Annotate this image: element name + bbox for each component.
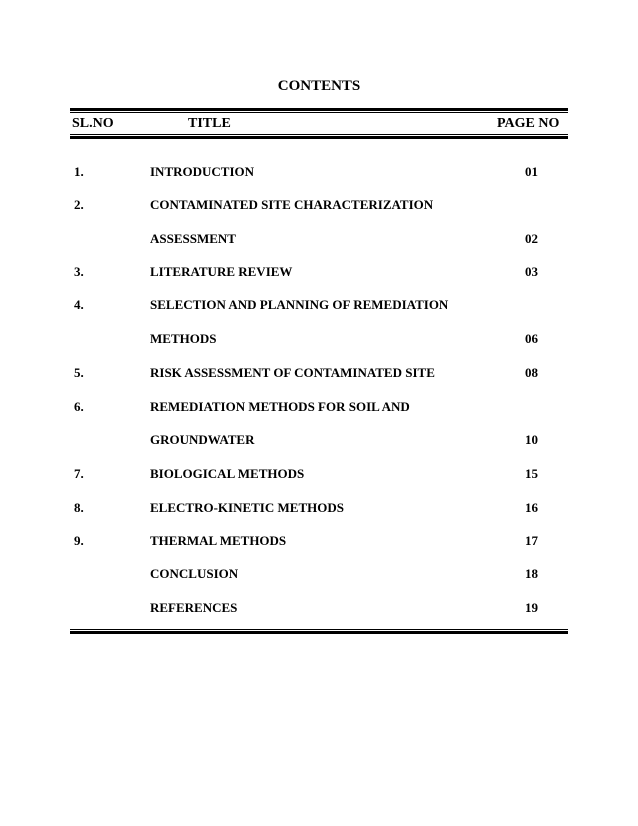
row-page: 16	[525, 500, 538, 515]
header-page-no: PAGE NO	[497, 116, 560, 131]
toc-row	[0, 264, 638, 282]
row-title: METHODS	[150, 331, 217, 346]
row-sl: 3.	[74, 264, 84, 279]
row-title: RISK ASSESSMENT OF CONTAMINATED SITE	[150, 365, 435, 380]
row-sl: 4.	[74, 297, 84, 312]
row-title: ELECTRO-KINETIC METHODS	[150, 500, 344, 515]
header-title: TITLE	[188, 116, 231, 131]
toc-row	[0, 533, 638, 551]
toc-row	[0, 432, 638, 450]
toc-row	[0, 331, 638, 349]
toc-row	[0, 500, 638, 518]
row-sl: 2.	[74, 197, 84, 212]
toc-row	[0, 466, 638, 484]
row-sl: 7.	[74, 466, 84, 481]
row-title: INTRODUCTION	[150, 164, 255, 179]
row-page: 18	[525, 566, 538, 581]
row-page: 06	[525, 331, 538, 346]
row-page: 15	[525, 466, 538, 481]
bottom-rule-thick	[70, 631, 568, 634]
row-page: 10	[525, 432, 538, 447]
row-title: REMEDIATION METHODS FOR SOIL AND	[150, 399, 410, 414]
toc-row	[0, 365, 638, 383]
row-sl: 6.	[74, 399, 84, 414]
header-rule-thick	[70, 136, 568, 139]
row-sl: 1.	[74, 164, 84, 179]
row-page: 01	[525, 164, 538, 179]
row-title: SELECTION AND PLANNING OF REMEDIATION	[150, 297, 449, 312]
toc-row	[0, 231, 638, 249]
toc-row	[0, 297, 638, 315]
header-rule-thin	[70, 134, 568, 135]
page-title: CONTENTS	[277, 78, 361, 94]
row-page: 17	[525, 533, 538, 548]
row-title: LITERATURE REVIEW	[150, 264, 293, 279]
toc-row	[0, 600, 638, 618]
row-sl: 8.	[74, 500, 84, 515]
top-rule-thin	[70, 112, 568, 113]
row-title: REFERENCES	[150, 600, 238, 615]
row-title: GROUNDWATER	[150, 432, 255, 447]
row-sl: 9.	[74, 533, 84, 548]
toc-row	[0, 399, 638, 417]
row-title: CONCLUSION	[150, 566, 239, 581]
row-page: 19	[525, 600, 538, 615]
row-title: CONTAMINATED SITE CHARACTERIZATION	[150, 197, 434, 212]
toc-row	[0, 197, 638, 215]
row-page: 08	[525, 365, 538, 380]
toc-row	[0, 566, 638, 584]
row-sl: 5.	[74, 365, 84, 380]
top-rule-thick	[70, 108, 568, 111]
bottom-rule-thin	[70, 629, 568, 630]
row-page: 02	[525, 231, 538, 246]
header-sl-no: SL.NO	[72, 116, 114, 131]
row-title: THERMAL METHODS	[150, 533, 287, 548]
row-title: ASSESSMENT	[150, 231, 236, 246]
row-title: BIOLOGICAL METHODS	[150, 466, 305, 481]
row-page: 03	[525, 264, 538, 279]
toc-row	[0, 164, 638, 182]
